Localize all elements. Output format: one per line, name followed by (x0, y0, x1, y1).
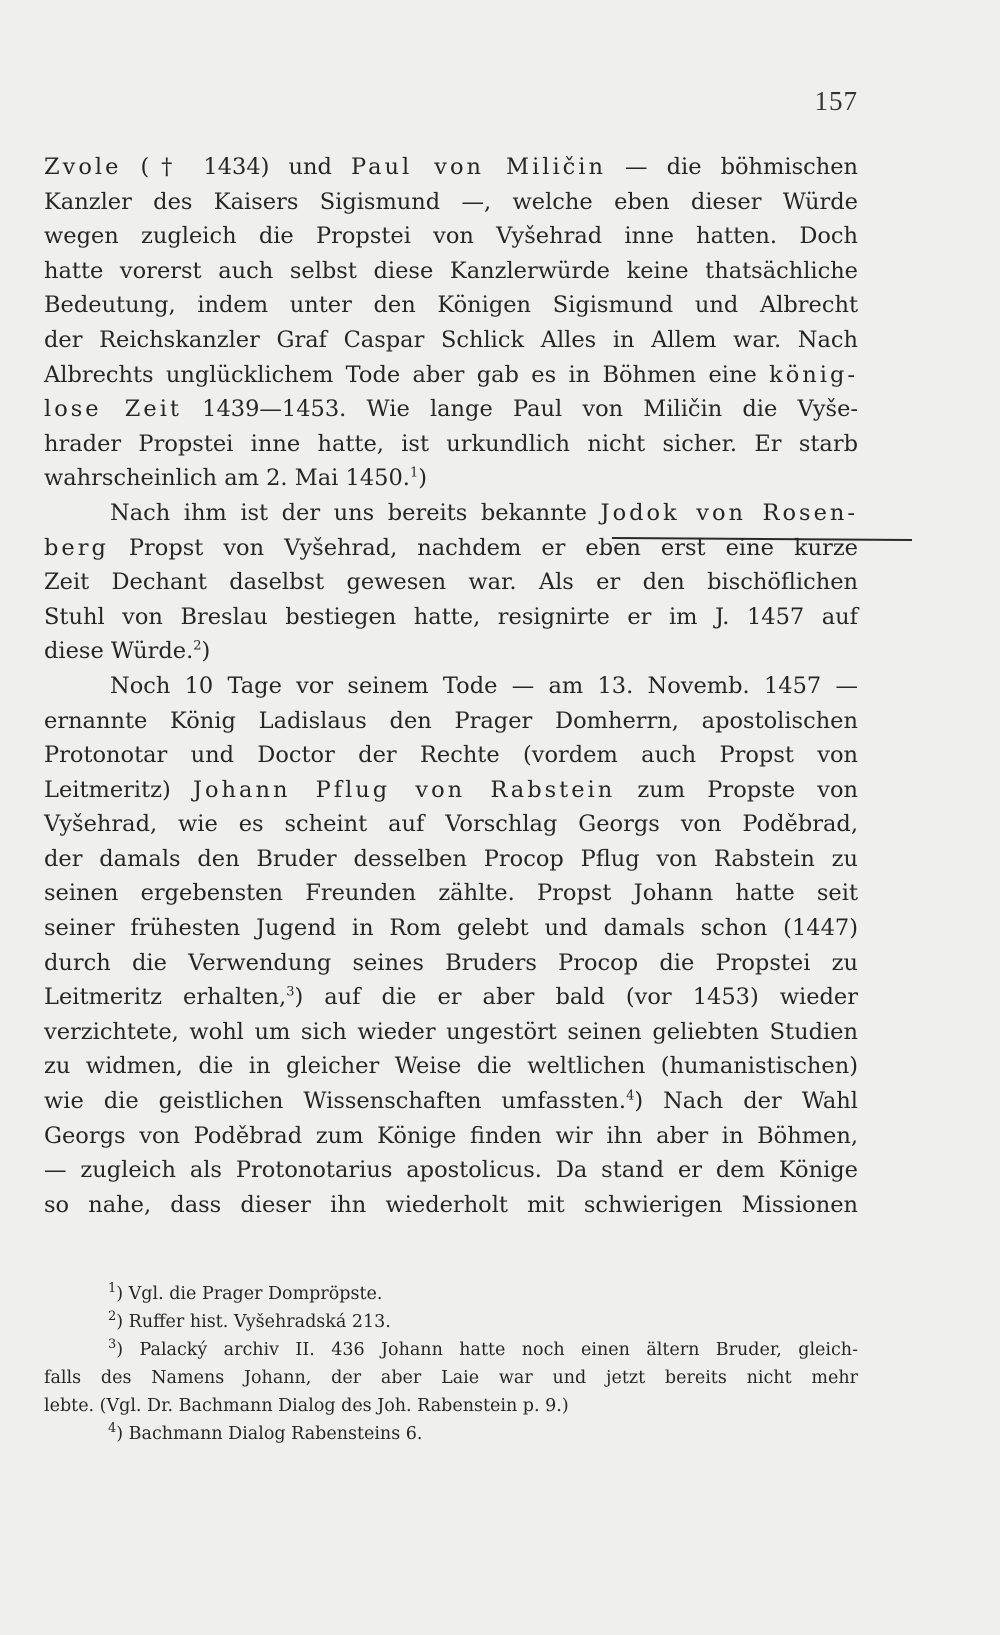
footnotes (44, 1280, 858, 1448)
body-text (44, 150, 858, 1222)
text-run: († 1434) und (121, 154, 351, 180)
text-run: Albrechts unglücklichem Tode aber gab es in Böhmen eine (44, 361, 770, 388)
spaced-name: Johann Pflug von Rabstein (192, 776, 616, 803)
spaced-name: Paul von Miličin (350, 154, 606, 180)
text-run: seinen ergebensten Freunden zählte. Propst Johann hatte seit (44, 880, 858, 907)
spaced-name: Jodok von Rosen‑ (600, 499, 858, 526)
footnote-line (44, 1308, 858, 1336)
text-line (44, 738, 858, 773)
footnote-line (44, 1280, 858, 1308)
spaced-name: berg (44, 534, 109, 561)
text-line (44, 1084, 858, 1119)
text-run: ernannte König Ladislaus den Prager Domherrn, apostolischen (44, 707, 858, 734)
footnote-line (44, 1392, 858, 1420)
text-line (44, 669, 858, 704)
text-run: wegen zugleich die Propstei von Vyšehrad inne hatten. Doch (44, 223, 858, 250)
text-line (44, 565, 858, 600)
text-run: — die böhmischen (605, 154, 859, 180)
text-run: lebte. (Vgl. Dr. Bachmann Dialog des Joh. Rabenstein p. 9.) (44, 1396, 569, 1416)
text-line (44, 288, 858, 323)
footnote-marker: 2 (193, 638, 202, 654)
text-run: Propst von Vyšehrad, nachdem er eben erst eine kurze (108, 534, 858, 561)
footnote-marker: 3 (286, 984, 295, 1000)
text-run: falls des Namens Johann, der aber Laie war und jetzt bereits nicht mehr (44, 1368, 858, 1388)
text-line (44, 185, 858, 220)
text-line (44, 1049, 858, 1084)
footnote-line (44, 1420, 858, 1448)
text-line (44, 323, 858, 358)
text-run: diese Würde. (44, 638, 194, 665)
text-run: Zeit Dechant daselbst gewesen war. Als er den bischöflichen (44, 569, 858, 596)
text-run: 1439—1453. Wie lange Paul von Miličin die Vyše‑ (181, 396, 858, 423)
text-line (44, 1119, 858, 1154)
text-line (44, 1153, 858, 1188)
text-line (44, 1015, 858, 1050)
text-run: ) Bachmann Dialog Rabensteins 6. (116, 1424, 423, 1444)
text-run: wie die geistlichen Wissenschaften umfassten. (44, 1088, 627, 1115)
text-run: seiner frühesten Jugend in Rom gelebt und damals schon (1447) (44, 915, 858, 942)
text-line (44, 531, 858, 566)
text-run: hatte vorerst auch selbst diese Kanzlerwürde keine thatsächliche (44, 257, 858, 284)
text-line (44, 358, 858, 393)
text-line (44, 600, 858, 635)
text-run: Noch 10 Tage vor seinem Tode — am 13. Novemb. 1457 — (110, 672, 858, 699)
footnote-marker: 4 (626, 1088, 635, 1104)
text-run: der Reichskanzler Graf Caspar Schlick Alles in Allem war. Nach (44, 326, 858, 353)
text-run: ) Ruffer hist. Vyšehradská 213. (116, 1312, 391, 1332)
text-line (44, 461, 858, 496)
text-run: Vyšehrad, wie es scheint auf Vorschlag Georgs von Poděbrad, (44, 811, 858, 838)
text-run: wahrscheinlich am 2. Mai 1450. (44, 465, 410, 492)
text-run: ) (418, 465, 427, 492)
text-line (44, 876, 858, 911)
text-run: zum Propste von (615, 776, 858, 803)
text-run: Leitmeritz) (44, 776, 193, 803)
text-line (44, 150, 858, 185)
text-run: Stuhl von Breslau bestiegen hatte, resignirte er im J. 1457 auf (44, 603, 858, 630)
text-run: durch die Verwendung seines Bruders Procop die Propstei zu (44, 949, 858, 976)
text-run: Protonotar und Doctor der Rechte (vordem auch Propst von (44, 742, 858, 769)
text-run: Nach ihm ist der uns bereits bekannte (110, 499, 601, 526)
text-line (44, 911, 858, 946)
spaced-name: könig‑ (769, 361, 858, 388)
text-run: der damals den Bruder desselben Procop Pflug von Rabstein zu (44, 845, 858, 872)
text-run: ) auf die er aber bald (vor 1453) wieder (294, 984, 858, 1011)
footnote-marker: 1 (409, 465, 419, 481)
text-run: Georgs von Poděbrad zum Könige finden wir ihn aber in Böhmen, (44, 1122, 858, 1149)
text-line (44, 254, 858, 289)
text-run: so nahe, dass dieser ihn wiederholt mit schwierigen Missionen (44, 1191, 858, 1218)
text-line (44, 634, 858, 669)
text-run: hrader Propstei inne hatte, ist urkundlich nicht sicher. Er starb (44, 430, 858, 457)
text-line (44, 1188, 858, 1223)
text-run: — zugleich als Protonotarius apostolicus. Da stand er dem Könige (44, 1157, 858, 1184)
text-run: ) (201, 638, 211, 665)
spaced-name: Zvole (44, 154, 122, 180)
text-line (44, 946, 858, 981)
footnote-marker: 3 (108, 1337, 117, 1353)
text-line (44, 392, 858, 427)
text-run: ) Nach der Wahl (634, 1088, 858, 1115)
text-line (44, 773, 858, 808)
text-run: Kanzler des Kaisers Sigismund —, welche eben dieser Würde (44, 188, 858, 215)
text-line (44, 427, 858, 462)
footnote-line (44, 1336, 858, 1364)
text-run: Bedeutung, indem unter den Königen Sigismund und Albrecht (44, 292, 858, 319)
text-line (44, 807, 858, 842)
footnote-line (44, 1364, 858, 1392)
spaced-name: lose Zeit (44, 396, 182, 423)
text-line (44, 219, 858, 254)
text-line (44, 496, 858, 531)
text-line (44, 704, 858, 739)
footnote-marker: 1 (108, 1281, 117, 1297)
text-line (44, 980, 858, 1015)
text-run: zu widmen, die in gleicher Weise die weltlichen (humanistischen) (44, 1053, 858, 1080)
page-number: 157 (814, 86, 858, 116)
text-run: ) Palacký archiv II. 436 Johann hatte noch einen ältern Bruder, gleich‑ (116, 1340, 858, 1360)
footnote-marker: 4 (108, 1421, 117, 1437)
footnote-marker: 2 (108, 1309, 117, 1325)
text-line (44, 842, 858, 877)
text-run: ) Vgl. die Prager Dompröpste. (116, 1284, 383, 1304)
text-run: verzichtete, wohl um sich wieder ungestört seinen geliebten Studien (44, 1018, 858, 1045)
text-run: Leitmeritz erhalten, (44, 984, 287, 1011)
